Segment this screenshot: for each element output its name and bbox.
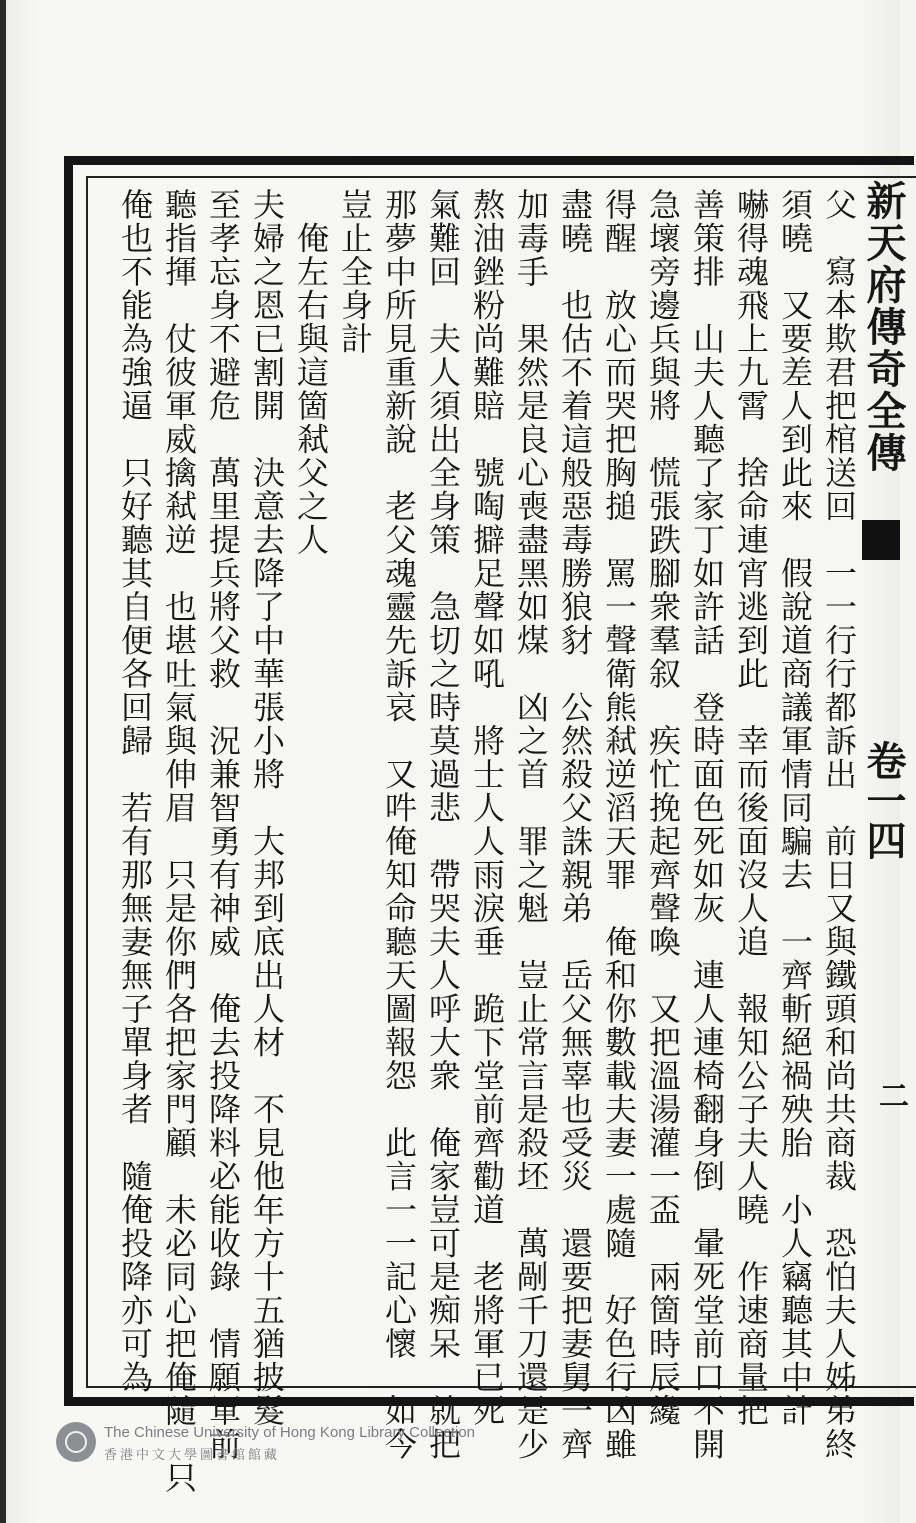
text-column: 聽指揮 仗彼軍威擒弒逆 也堪吐氣與伸眉 只是你們各把家門顧 未必同心把俺隨 只 xyxy=(160,188,198,1495)
text-column: 急壞旁邊兵與將 慌張跌腳衆羣叙 疾忙挽起齊聲喚 又把溫湯灌一盃 兩箇時辰纔 xyxy=(644,188,682,1428)
collection-credit-en: The Chinese University of Hong Kong Library Collection xyxy=(104,1424,476,1441)
text-column: 那夢中所見重新說 老父魂靈先訴哀 又吽俺知命聽天圖報怨 此言一一記心懷 如今 xyxy=(380,188,418,1461)
text-column: 豈止全身計 xyxy=(336,188,374,356)
collection-footer xyxy=(56,1422,556,1470)
text-column: 盡曉 也估不着這般惡毒勝狼豺 公然殺父誅親弟 岳父無辜也受災 還要把妻舅一齊 xyxy=(556,188,594,1461)
fishtail-mark xyxy=(862,520,900,560)
page-number: 二 xyxy=(873,1080,908,1110)
collection-credit-zh: 香港中文大學圖書館館藏 xyxy=(104,1448,281,1463)
text-column: 至孝忘身不避危 萬里提兵將父救 況兼智勇有神威 俺去投降料必能收錄 情願軍前 xyxy=(204,188,242,1461)
volume-label: 卷一四 xyxy=(860,740,907,860)
binding-edge xyxy=(0,0,6,1523)
text-column: 夫婦之恩已割開 決意去降了中華張小將 大邦到底出人材 不見他年方十五猶披髮 xyxy=(248,188,286,1428)
book-title: 新天府傳奇全傳 xyxy=(860,180,907,474)
text-column: 俺也不能為強逼 只好聽其自便各回歸 若有那無妻無子單身者 隨俺投降亦可為 xyxy=(116,188,154,1394)
text-column: 氣難回 夫人須出全身策 急切之時莫過悲 帶哭夫人呼大衆 俺家豈可是痴呆 就把 xyxy=(424,188,462,1461)
text-column: 俺左右與這箇弒父之人 xyxy=(292,188,330,557)
text-column: 加毒手 果然是良心喪盡黑如煤 凶之首 罪之魁 豈止常言是殺坯 萬剮千刀還是少 xyxy=(512,188,550,1461)
library-logo-icon xyxy=(56,1422,96,1462)
text-column: 熬油銼粉尚難賠 號啕擗足聲如吼 將士人人雨淚垂 跪下堂前齊勸道 老將軍已死 xyxy=(468,188,506,1428)
text-column: 善策排 山夫人聽了家丁如許話 登時面色死如灰 連人連椅翻身倒 暈死堂前口不開 xyxy=(688,188,726,1461)
text-column: 嚇得魂飛上九霄 捨命連宵逃到此 幸而後面沒人追 報知公子夫人曉 作速商量把 xyxy=(732,188,770,1428)
text-column: 父 寫本欺君把棺送回 一一行行都訴出 前日又與鐵頭和尚共商裁 恐怕夫人姊弟終 xyxy=(820,188,858,1461)
text-column: 得醒 放心而哭把胸搥 罵一聲衛熊弒逆滔天罪 俺和你數載夫妻一處隨 好色行凶雖 xyxy=(600,188,638,1461)
text-column: 須曉 又要差人到此來 假說道商議軍情同騙去 一齊斬絕禍殃胎 小人竊聽其中計 xyxy=(776,188,814,1428)
